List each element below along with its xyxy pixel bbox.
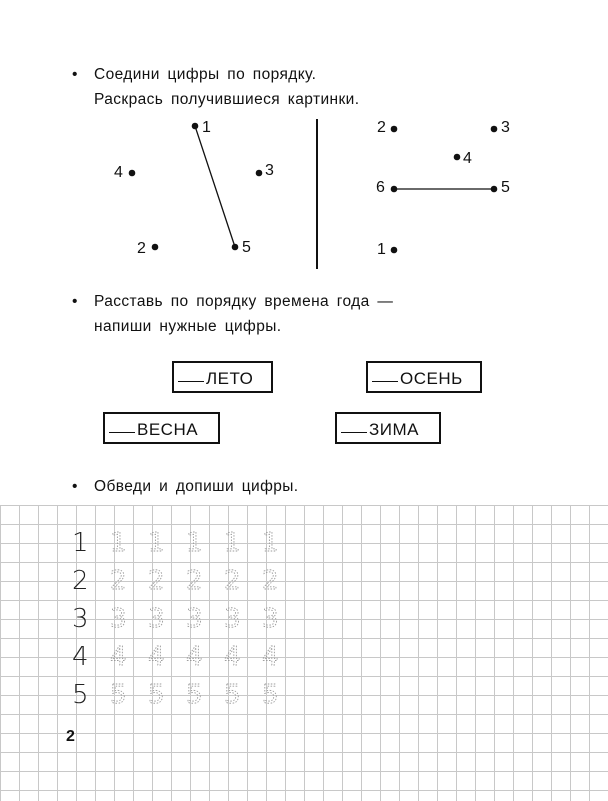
sample-digit: 4 [72, 642, 89, 672]
dot[interactable] [391, 126, 398, 133]
trace-digit[interactable]: 3 [148, 604, 165, 634]
trace-digit[interactable]: 4 [262, 642, 279, 672]
dot[interactable] [391, 247, 398, 254]
page-number: 2 [66, 728, 75, 745]
task-trace-digits [72, 474, 299, 499]
answer-blank[interactable] [372, 363, 398, 382]
trace-digit[interactable]: 2 [224, 566, 241, 596]
trace-digit[interactable]: 1 [186, 528, 203, 558]
trace-digit[interactable]: 4 [186, 642, 203, 672]
trace-digit[interactable]: 2 [186, 566, 203, 596]
trace-digit[interactable]: 2 [148, 566, 165, 596]
task-order-seasons [72, 289, 393, 339]
answer-blank[interactable] [341, 414, 367, 433]
dot-label: 4 [114, 164, 123, 181]
dot[interactable] [391, 186, 398, 193]
season-box-autumn[interactable] [366, 361, 482, 393]
task-instruction: Обведи и допиши цифры. [94, 478, 299, 495]
season-box-summer[interactable] [172, 361, 273, 393]
dot-label: 3 [501, 119, 510, 136]
trace-digit[interactable]: 1 [148, 528, 165, 558]
dot-label: 6 [376, 179, 385, 196]
trace-digit[interactable]: 4 [110, 642, 127, 672]
trace-digit[interactable]: 2 [110, 566, 127, 596]
task-instruction: Соедини цифры по порядку. [94, 66, 317, 83]
trace-digit[interactable]: 4 [224, 642, 241, 672]
dot[interactable] [192, 123, 199, 130]
connect-line [195, 126, 235, 247]
trace-digit[interactable]: 3 [186, 604, 203, 634]
sample-digit: 1 [72, 528, 89, 558]
right-dot-figure [376, 119, 510, 258]
season-label: ЛЕТО [206, 369, 254, 388]
dot[interactable] [232, 244, 239, 251]
left-dot-figure [114, 119, 274, 257]
dot[interactable] [454, 154, 461, 161]
trace-digit[interactable]: 1 [262, 528, 279, 558]
trace-digit[interactable]: 5 [224, 680, 241, 710]
task-instruction: напиши нужные цифры. [94, 318, 282, 335]
dot-label: 3 [265, 162, 274, 179]
writing-grid[interactable] [0, 505, 608, 801]
bullet: • [72, 66, 78, 83]
season-box-spring[interactable] [103, 412, 220, 444]
season-label: ВЕСНА [137, 420, 199, 439]
sample-digit: 5 [72, 680, 89, 710]
answer-blank[interactable] [178, 363, 204, 382]
dot-label: 2 [137, 240, 146, 257]
task-instruction: Расставь по порядку времена года — [94, 293, 394, 310]
season-box-winter[interactable] [335, 412, 441, 444]
dot-label: 1 [377, 241, 386, 258]
trace-digit[interactable]: 5 [262, 680, 279, 710]
trace-digit[interactable]: 2 [262, 566, 279, 596]
sample-digit: 3 [72, 604, 89, 634]
trace-digit[interactable]: 3 [110, 604, 127, 634]
dot-label: 1 [202, 119, 211, 136]
trace-digit[interactable]: 3 [262, 604, 279, 634]
dot-label: 2 [377, 119, 386, 136]
bullet: • [72, 478, 78, 495]
dot[interactable] [129, 170, 136, 177]
answer-blank[interactable] [109, 414, 135, 433]
trace-digit[interactable]: 3 [224, 604, 241, 634]
trace-digit[interactable]: 5 [148, 680, 165, 710]
trace-digit[interactable]: 1 [110, 528, 127, 558]
sample-digit: 2 [72, 566, 89, 596]
trace-digit[interactable]: 5 [110, 680, 127, 710]
dot-label: 4 [463, 150, 472, 167]
dot[interactable] [256, 170, 263, 177]
dot[interactable] [491, 126, 498, 133]
dot-label: 5 [501, 179, 510, 196]
trace-digit[interactable]: 1 [224, 528, 241, 558]
task-instruction: Раскрась получившиеся картинки. [94, 91, 360, 108]
dot[interactable] [152, 244, 159, 251]
trace-digit[interactable]: 4 [148, 642, 165, 672]
dot-label: 5 [242, 239, 251, 256]
season-label: ЗИМА [369, 420, 419, 439]
dot[interactable] [491, 186, 498, 193]
trace-digit[interactable]: 5 [186, 680, 203, 710]
bullet: • [72, 293, 78, 310]
season-label: ОСЕНЬ [400, 369, 463, 388]
